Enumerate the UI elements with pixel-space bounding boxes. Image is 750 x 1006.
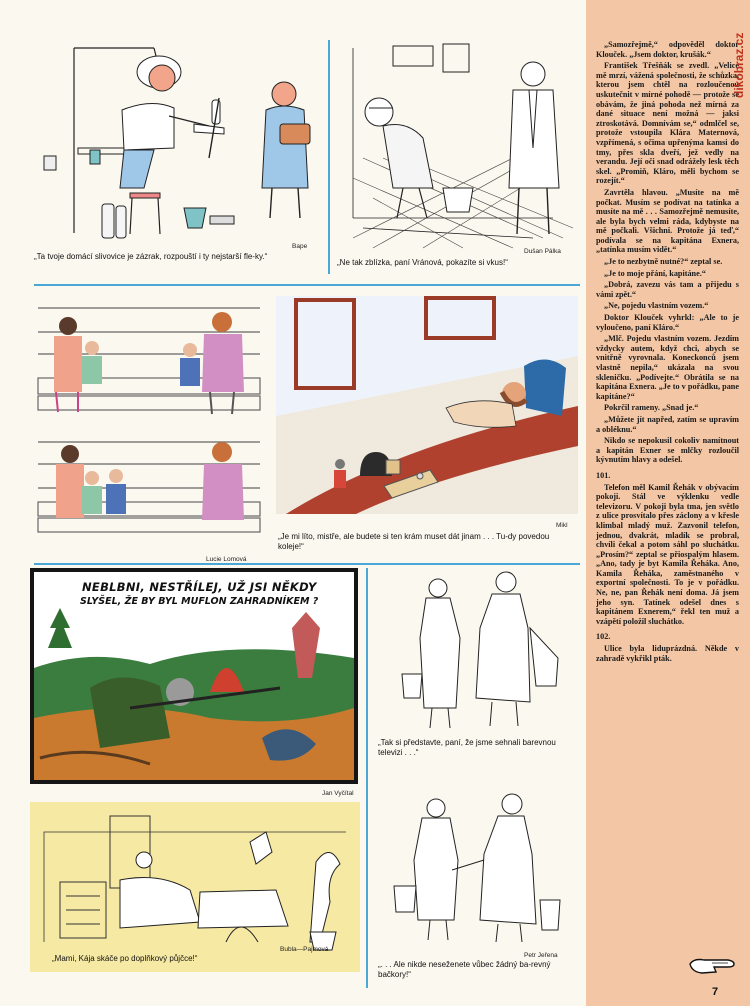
cartoon-hallway bbox=[333, 38, 579, 250]
cartoon-livingroom-caption: „Mami, Kája skáče po doplňkový půjčce!“ bbox=[52, 954, 198, 963]
cartoon-mousehole-author: Mikl bbox=[556, 522, 568, 529]
story-paragraph: Doktor Klouček vyhrkl: „Ale to je vyloučeno, paní Kláro.“ bbox=[596, 313, 739, 332]
page-number: 7 bbox=[712, 986, 719, 998]
cartoon-mousehole-caption: „Je mi líto, mistře, ale budete si ten krám muset dát jinam . . . Tu-dy povedou koleje!“ bbox=[278, 532, 550, 551]
story-paragraph: „Je to moje přání, kapitáne.“ bbox=[604, 268, 706, 278]
pointing-hand-icon bbox=[688, 952, 736, 976]
cartoon-tram-author: Lucie Lomová bbox=[206, 556, 247, 563]
story-text bbox=[596, 40, 739, 665]
divider-vertical-top bbox=[328, 40, 330, 274]
story-paragraph: Nikdo se nepokusil cokoliv namítnout a kapitán Exner se mlčky rozloučil kývnutím hlavy a odešel. bbox=[596, 436, 739, 465]
cartoon-forest-speech-line-2: SLYŠEL, ŽE BY BYL MUFLON ZAHRADNÍKEM ? bbox=[80, 596, 319, 607]
story-paragraph: Telefon měl Kamil Řehák v obývacím pokoji. Stál ve výklenku vedle televizoru. V pokoji byla tma, jen světlo z ulice prosvítalo přes záclony a v křesle klimbal mladý muž. Zazvonil telefon, jednou, dvakrát, mladík se probral, chvíli čekal a potom sáhl po sluchátku. „Prosím?“ zeptal se přiospalým hlasem. „Ano, tady je byt Kamila Řeháka. Ano, Kamila Řeháka, zaměstnaného v exportní společnosti. To je v pořádku. Ne, ne, pan Řehák není doma. Já jsem jeho syn. Tatínek odešel dnes s kapitánem Exnerem,“ řekl ten muž a vzápětí položil sluchátko. bbox=[596, 482, 739, 626]
divider-horizontal-middle bbox=[34, 563, 580, 565]
cartoon-women-tv-caption: „Tak si představte, paní, že jsme sehnali barevnou televizi . . .“ bbox=[378, 738, 556, 757]
cartoon-hallway-author: Dušan Pálka bbox=[524, 248, 561, 255]
cartoon-forest-speech-line-1: NEBLBNI, NESTŘÍLEJ, UŽ JSI NĚKDY bbox=[82, 580, 317, 594]
story-paragraph: „Je to nezbytně nutné?“ zeptal se. bbox=[604, 257, 723, 267]
section-number-102: 102. bbox=[596, 632, 611, 642]
cartoon-mousehole bbox=[276, 296, 578, 514]
story-paragraph: „Dobrá, zavezu vás tam a přijedu s vámi zpět.“ bbox=[596, 280, 739, 299]
story-paragraph: Ulice byla liduprázdná. Někde v zahradě vykřikl pták. bbox=[596, 644, 739, 663]
cartoon-women-tv bbox=[380, 568, 578, 736]
site-watermark bbox=[730, 4, 748, 100]
cartoon-livingroom bbox=[30, 802, 360, 972]
cartoon-tram bbox=[34, 292, 264, 554]
cartoon-hallway-caption: „Ne tak zblízka, paní Vránová, pokazíte si vkus!“ bbox=[337, 258, 508, 267]
site-watermark-text: dikobraz.cz bbox=[732, 32, 746, 98]
cartoon-livingroom-author: Bubla—Pajmová bbox=[280, 946, 329, 953]
cartoon-women-slippers bbox=[380, 790, 578, 946]
cartoon-kitchen bbox=[34, 38, 324, 250]
story-paragraph: „Můžete jít napřed, zatím se upravím a obléknu.“ bbox=[596, 414, 739, 434]
cartoon-kitchen-caption: „Ta tvoje domácí slivovice je zázrak, rozpouští i ty nejstarší fle-ky.“ bbox=[34, 252, 268, 261]
story-paragraph: Pokrčil rameny. „Snad je.“ bbox=[604, 403, 699, 413]
divider-horizontal-top bbox=[34, 284, 580, 286]
cartoon-women-slippers-caption: „. . . Ale nikde neseženete vůbec žádný ba-revný bačkory!“ bbox=[378, 960, 551, 979]
divider-vertical-bottom bbox=[366, 568, 368, 988]
cartoon-forest bbox=[30, 568, 358, 784]
cartoon-women-slippers-author: Petr Jeřena bbox=[524, 952, 558, 959]
story-paragraph: „Samozřejmě,“ odpověděl doktor Klouček. „Jsem doktor, krušák.“ bbox=[596, 40, 739, 59]
section-number-101: 101. bbox=[596, 470, 611, 480]
story-paragraph: „Ne, pojedu vlastním vozem.“ bbox=[604, 301, 709, 311]
story-paragraph: Zavrtěla hlavou. „Musíte na mě počkat. Musím se podívat na tatínka a musíte na mě . . . Samozřejmě nemusíte, ale byla bych velmi ráda, kdybyste na mě počkali. Všichni. Protože já teď,“ podívala se na kapitána Exnera, „tatínka musím vidět.“ bbox=[596, 187, 739, 255]
story-column bbox=[586, 0, 750, 1006]
cartoon-forest-author: Jan Vyčítal bbox=[322, 790, 354, 797]
cartoon-kitchen-author: Bape bbox=[292, 243, 308, 250]
story-paragraph: František Třešňák se zvedl. „Velice mě mrzí, vážená společnosti, že schůzka, kterou jsem chtěl na rozloučenou uskutečnit v mírné pohodě — protože se obávám, že jiná pohoda než mírná za dané situace není možná — jaksi ztroskotává. Domnívám se,“ odmlčel se, protože vstoupila Klára Maternová, vzpřímená, s očima upřenýma kamsi do tmy, přes skla dveří, jež vedly na verandu. Její oči snad odrážely lesk těch skel. „Promiň, Kláro, měli bychom se rozejít.“ bbox=[596, 61, 739, 186]
story-paragraph: „Mlč. Pojedu vlastním vozem. Jezdím vždycky autem, když chci, abych se vnitřně vyrovnala. Koneckonců jsem vlastně nepila,“ ukázala na svou skleničku. „Podívejte.“ Obrátila se na kapitána Exnera. „Je to v pořádku, pane kapitáne?“ bbox=[596, 334, 739, 401]
